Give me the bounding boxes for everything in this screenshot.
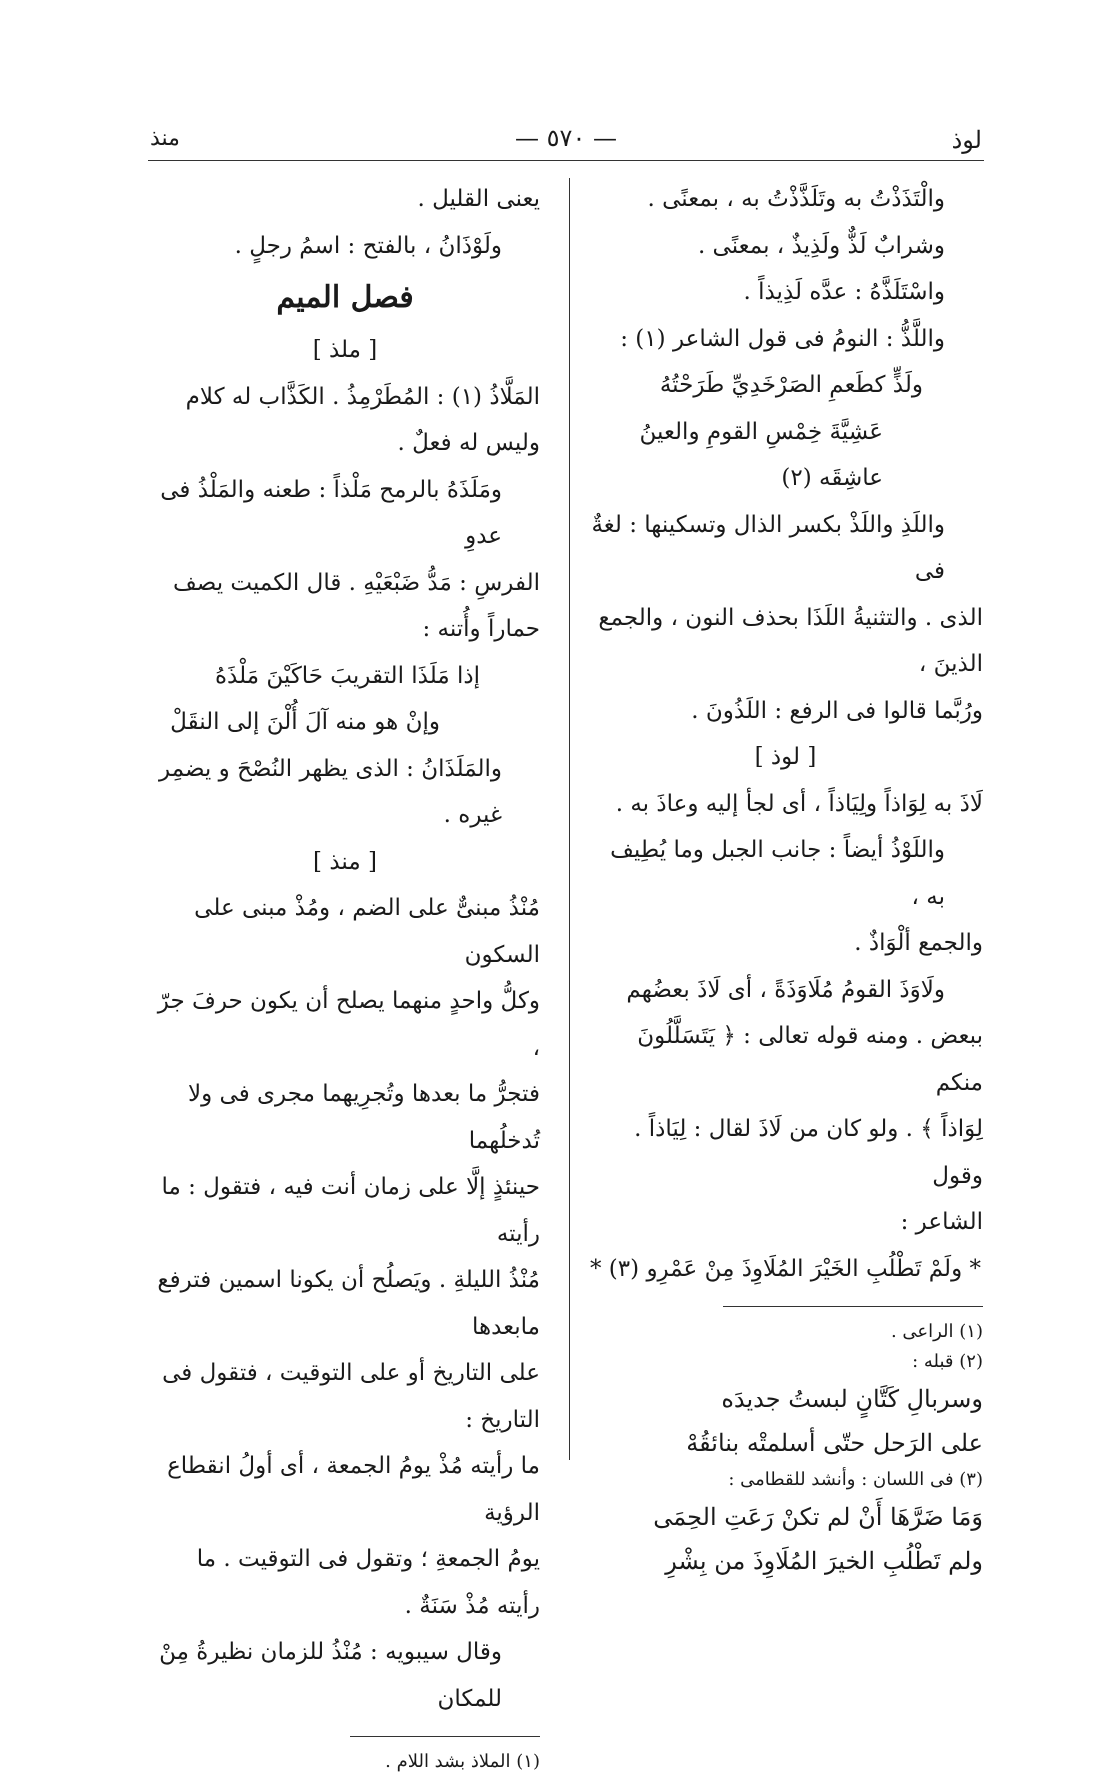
- text-line: الفرسِ : مَدُّ ضَبْعَيْهِ . قال الكميت يصف: [172, 569, 540, 596]
- text-line: والْتَذَذْتُ به وتَلَذَّذْتُ به ، بمعنًى .: [647, 186, 945, 212]
- verse-line: ولَذٍّ كطَعمِ الصَرْخَدِيِّ طَرَحْتُهُ: [659, 372, 923, 398]
- text-line: وقال سيبويه : مُنْذُ للزمان نظيرةُ مِنْ للمكان: [159, 1639, 502, 1712]
- text-line: ورُبَّما قالوا فى الرفع : اللَذُونَ .: [691, 697, 983, 724]
- header-rule: [148, 160, 984, 161]
- page-header: [150, 118, 982, 158]
- text-line: حماراً وأُتنه :: [422, 616, 540, 642]
- text-line: ولَوْذَانُ ، بالفتح : اسمُ رجلٍ .: [234, 232, 502, 259]
- text-line: على التاريخ أو على التوقيت ، فتقول فى التاريخ :: [162, 1360, 540, 1433]
- footnote-verse: وَمَا ضَرَّهَا أَنْ لم تكنْ رَعَتِ الحِمَى: [653, 1503, 983, 1531]
- column-divider: [569, 178, 570, 1460]
- verse-line: إذا مَلَذَا التقريبَ حَاكَيْنَ مَلْذَهُ: [215, 662, 480, 689]
- footnote-verse: على الرَحل حتّى أسلمتْه بنائقُهْ: [686, 1429, 983, 1457]
- verse-line: عَشِيَّةَ خِمْسِ القومِ والعينُ عاشِقَه (٢): [639, 418, 883, 491]
- footnote: (١) الملاذ بشد اللام .: [385, 1751, 540, 1772]
- text-line: ولَاوَذَ القومُ مُلَاوَذَةً ، أى لَاذَ بعضُهم: [626, 976, 945, 1003]
- entry-heading: [ ملذ ]: [312, 337, 378, 363]
- text-line: واللَذِ واللَذْ بكسر الذال وتسكينها : لغةٌ فى: [591, 511, 945, 584]
- text-line: ببعض . ومنه قوله تعالى : ﴿ يَتَسَلَّلُونَ منكم: [637, 1023, 983, 1096]
- text-line: وليس له فعلٌ .: [397, 430, 540, 456]
- verse-line: * ولَمْ تَطْلُبِ الخَيْرَ المُلَاوِذَ مِنْ عَمْرِو (٣) *: [590, 1255, 981, 1282]
- text-line: يعنى القليل .: [417, 186, 540, 212]
- footnote-verse: وسربالِ كَتَّانٍ لبستُ جديدَه: [721, 1385, 983, 1413]
- header-root-left: منذ: [150, 126, 180, 151]
- footnote-rule: [723, 1306, 983, 1307]
- text-line: وكلُّ واحدٍ منهما يصلح أن يكون حرفَ جرّ ،: [157, 988, 540, 1061]
- text-line: واسْتَلَذَّهُ : عدَّه لَذِيذاً .: [743, 279, 945, 305]
- entry-heading: [ منذ ]: [313, 848, 377, 875]
- text-line: ما رأيته مُذْ يومُ الجمعة ، أى أولُ انقطاع الرؤية: [167, 1453, 540, 1526]
- text-line: الشاعر :: [900, 1209, 983, 1235]
- section-title: فصل الميم: [276, 280, 414, 315]
- text-line: يومُ الجمعةِ ؛ وتقول فى التوقيت . ما رأيته مُذْ سَنَةٌ .: [196, 1546, 540, 1619]
- text-line: واللَوْذُ أيضاً : جانب الجبل وما يُطِيف به ،: [610, 837, 945, 910]
- verse-line: وإنْ هو منه آلَ أُلْنَ إلى النقَلْ: [170, 709, 440, 735]
- text-line: لَاذَ به لِوَاذاً ولِيَاذاً ، أى لجأ إليه وعاذَ به .: [615, 790, 983, 817]
- footnote-verse: ولم تَطْلُبِ الخيرَ المُلَاوِذَ من بِشْرِ: [665, 1547, 983, 1575]
- text-line: حينئذٍ إلَّا على زمان أنت فيه ، فتقول : ما رأيته: [161, 1174, 540, 1247]
- text-line: واللَّذُّ : النومُ فى قول الشاعر (١) :: [620, 325, 945, 352]
- text-line: المَلَّاذُ (١) : المُطَرْمِذُ . الكَذَّاب له كلام: [185, 383, 540, 410]
- entry-heading: [ لوذ ]: [754, 744, 817, 770]
- footnote: (٣) فى اللسان : وأنشد للقطامى :: [728, 1469, 983, 1490]
- text-line: والمَلَذَانُ : الذى يظهر النُصْحَ و يضمِر غيره .: [159, 755, 502, 828]
- footnote-rule: [350, 1736, 540, 1737]
- page-number: — ٥٧٠ —: [515, 124, 617, 152]
- header-root-right: لوذ: [951, 126, 982, 154]
- text-line: مُنْذُ الليلةِ . ويَصلُح أن يكونا اسمين فترفع مابعدها: [157, 1267, 540, 1340]
- text-line: مُنْذُ مبنىٌّ على الضم ، ومُذْ مبنى على السكون: [194, 895, 540, 968]
- text-line: لِوَاذاً ﴾ . ولو كان من لَاذَ لقال : لِيَاذاً . وقول: [634, 1116, 983, 1189]
- text-line: فتجرُّ ما بعدها وتُجرِيهما مجرى فى ولا تُدخلُهما: [188, 1081, 540, 1154]
- footnote: (١) الراعى .: [890, 1321, 983, 1342]
- right-column: [588, 176, 983, 1583]
- text-line: والجمع ألْوَاذٌ .: [854, 930, 983, 956]
- left-column: [150, 176, 540, 1777]
- footnote: (٢) قبله :: [912, 1351, 983, 1372]
- text-line: وشرابٌ لَذٌّ ولَذِيذٌ ، بمعنًى .: [697, 232, 945, 259]
- text-line: الذى . والتثنيةُ اللَذَا بحذف النون ، والجمع الذينَ ،: [598, 604, 983, 677]
- text-line: ومَلَذَهُ بالرمح مَلْذاً : طعنه والمَلْذُ فى عدوِ: [160, 476, 502, 549]
